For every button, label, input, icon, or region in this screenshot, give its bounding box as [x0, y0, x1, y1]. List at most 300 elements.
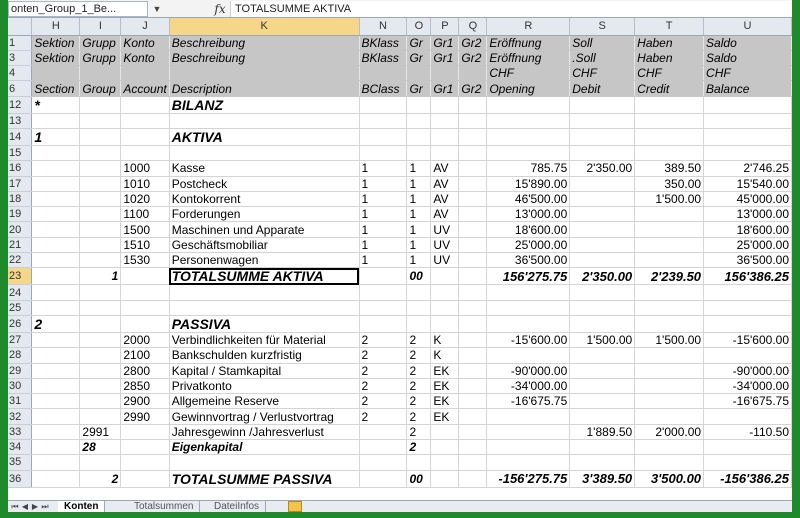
cell-p[interactable] [431, 145, 459, 160]
cell-q[interactable] [459, 96, 487, 113]
cell-j[interactable]: 2900 [121, 394, 169, 409]
cell-u[interactable] [704, 285, 792, 300]
cell-t[interactable] [635, 145, 704, 160]
cell-o[interactable]: 2 [407, 378, 431, 393]
row-header[interactable]: 15 [8, 145, 32, 160]
cell-j[interactable] [121, 96, 169, 113]
cell-n[interactable]: 1 [359, 161, 407, 176]
cell-p[interactable]: Gr1 [431, 50, 459, 65]
cell-h[interactable] [32, 378, 80, 393]
cell-h[interactable] [32, 222, 80, 237]
cell-q[interactable] [459, 300, 487, 315]
cell-u[interactable] [704, 409, 792, 424]
cell-r[interactable] [487, 455, 570, 470]
cell-r[interactable]: -15'600.00 [487, 332, 570, 347]
cell-u[interactable]: 156'386.25 [704, 268, 792, 285]
cell-p[interactable]: UV [431, 237, 459, 252]
column-header-k[interactable]: K [169, 18, 359, 35]
cell-i[interactable] [80, 348, 121, 363]
cell-r[interactable]: Opening [487, 81, 570, 96]
row-header[interactable]: 35 [8, 455, 32, 470]
row-header[interactable]: 17 [8, 176, 32, 191]
cell-j[interactable] [121, 440, 169, 455]
cell-i[interactable]: 2991 [80, 424, 121, 439]
cell-q[interactable] [459, 394, 487, 409]
row-header[interactable]: 34 [8, 440, 32, 455]
cell-o[interactable]: 00 [407, 268, 431, 285]
cell-h[interactable] [32, 161, 80, 176]
cell-s[interactable]: 1'889.50 [570, 424, 635, 439]
cell-q[interactable] [459, 455, 487, 470]
column-header-q[interactable]: Q [459, 18, 487, 35]
prev-sheet-icon[interactable]: ◀ [21, 502, 29, 511]
cell-r[interactable] [487, 285, 570, 300]
cell-r[interactable]: 36'500.00 [487, 253, 570, 268]
cell-j[interactable] [121, 455, 169, 470]
cell-u[interactable]: Saldo [704, 35, 792, 50]
cell-j[interactable]: Account [121, 81, 169, 96]
cell-u[interactable]: 36'500.00 [704, 253, 792, 268]
cell-t[interactable] [635, 113, 704, 128]
cell-s[interactable] [570, 300, 635, 315]
row-header[interactable]: 3 [8, 50, 32, 65]
cell-q[interactable] [459, 378, 487, 393]
cell-t[interactable] [635, 440, 704, 455]
cell-n[interactable] [359, 113, 407, 128]
cell-u[interactable]: 45'000.00 [704, 191, 792, 206]
cell-t[interactable] [635, 455, 704, 470]
cell-u[interactable]: -110.50 [704, 424, 792, 439]
cell-t[interactable] [635, 285, 704, 300]
cell-p[interactable] [431, 66, 459, 81]
cell-u[interactable]: -16'675.75 [704, 394, 792, 409]
cell-i[interactable] [80, 455, 121, 470]
last-sheet-icon[interactable]: ⏭ [41, 502, 49, 511]
cell-q[interactable]: Gr2 [459, 35, 487, 50]
cell-s[interactable] [570, 113, 635, 128]
cell-n[interactable]: 1 [359, 207, 407, 222]
cell-o[interactable]: Gr [407, 81, 431, 96]
cell-n[interactable]: 1 [359, 253, 407, 268]
cell-j[interactable] [121, 300, 169, 315]
cell-i[interactable] [80, 300, 121, 315]
cell-t[interactable] [635, 409, 704, 424]
cell-t[interactable]: CHF [635, 66, 704, 81]
cell-j[interactable]: Konto [121, 50, 169, 65]
cell-k[interactable]: Kapital / Stamkapital [169, 363, 359, 378]
cell-h[interactable] [32, 363, 80, 378]
row-header[interactable]: 21 [8, 237, 32, 252]
cell-p[interactable]: UV [431, 222, 459, 237]
cell-n[interactable] [359, 315, 407, 332]
cell-h[interactable]: 2 [32, 315, 80, 332]
column-header-p[interactable]: P [431, 18, 459, 35]
cell-r[interactable]: -156'275.75 [487, 470, 570, 487]
cell-p[interactable] [431, 300, 459, 315]
cell-s[interactable]: CHF [570, 66, 635, 81]
row-header[interactable]: 31 [8, 394, 32, 409]
cell-h[interactable]: * [32, 96, 80, 113]
row-header[interactable]: 1 [8, 35, 32, 50]
cell-i[interactable] [80, 207, 121, 222]
cell-j[interactable]: 1510 [121, 237, 169, 252]
cell-j[interactable]: 1010 [121, 176, 169, 191]
cell-s[interactable] [570, 394, 635, 409]
cell-j[interactable] [121, 145, 169, 160]
cell-i[interactable] [80, 113, 121, 128]
cell-q[interactable] [459, 440, 487, 455]
cell-u[interactable] [704, 96, 792, 113]
cell-n[interactable]: 2 [359, 378, 407, 393]
cell-o[interactable] [407, 455, 431, 470]
cell-t[interactable]: Haben [635, 35, 704, 50]
cell-t[interactable] [635, 207, 704, 222]
cell-i[interactable] [80, 176, 121, 191]
cell-o[interactable]: 2 [407, 348, 431, 363]
cell-p[interactable] [431, 424, 459, 439]
cell-k[interactable]: Beschreibung [169, 50, 359, 65]
row-header[interactable]: 12 [8, 96, 32, 113]
cell-r[interactable]: 46'500.00 [487, 191, 570, 206]
cell-i[interactable] [80, 363, 121, 378]
cell-t[interactable]: 1'500.00 [635, 332, 704, 347]
cell-u[interactable]: 2'746.25 [704, 161, 792, 176]
sheet-tab-konten[interactable]: Konten [58, 501, 105, 512]
cell-i[interactable] [80, 161, 121, 176]
cell-o[interactable]: Gr [407, 35, 431, 50]
cell-u[interactable]: 25'000.00 [704, 237, 792, 252]
cell-j[interactable]: 2990 [121, 409, 169, 424]
cell-j[interactable] [121, 66, 169, 81]
cell-s[interactable] [570, 207, 635, 222]
cell-k[interactable]: Maschinen und Apparate [169, 222, 359, 237]
cell-t[interactable]: 389.50 [635, 161, 704, 176]
cell-r[interactable] [487, 300, 570, 315]
cell-u[interactable]: 18'600.00 [704, 222, 792, 237]
cell-u[interactable] [704, 300, 792, 315]
cell-p[interactable]: EK [431, 394, 459, 409]
cell-s[interactable] [570, 176, 635, 191]
row-header[interactable]: 36 [8, 470, 32, 487]
cell-s[interactable] [570, 145, 635, 160]
cell-n[interactable] [359, 145, 407, 160]
cell-t[interactable] [635, 315, 704, 332]
cell-q[interactable] [459, 268, 487, 285]
cell-j[interactable] [121, 268, 169, 285]
cell-h[interactable] [32, 253, 80, 268]
cell-i[interactable]: Grupp [80, 50, 121, 65]
cell-k[interactable]: Privatkonto [169, 378, 359, 393]
cell-r[interactable]: 156'275.75 [487, 268, 570, 285]
cell-k[interactable] [169, 300, 359, 315]
cell-s[interactable]: 1'500.00 [570, 332, 635, 347]
cell-p[interactable]: K [431, 348, 459, 363]
cell-h[interactable] [32, 176, 80, 191]
cell-o[interactable]: 2 [407, 394, 431, 409]
column-header-r[interactable]: R [487, 18, 570, 35]
cell-n[interactable]: 1 [359, 237, 407, 252]
cell-j[interactable]: 2800 [121, 363, 169, 378]
cell-n[interactable] [359, 424, 407, 439]
cell-k[interactable] [169, 113, 359, 128]
row-header[interactable]: 4 [8, 66, 32, 81]
cell-n[interactable] [359, 300, 407, 315]
cell-n[interactable]: BKlass [359, 50, 407, 65]
row-header[interactable]: 25 [8, 300, 32, 315]
chevron-down-icon[interactable]: ▼ [152, 4, 162, 14]
cell-n[interactable] [359, 285, 407, 300]
cell-q[interactable] [459, 113, 487, 128]
cell-u[interactable]: -15'600.00 [704, 332, 792, 347]
cell-s[interactable] [570, 378, 635, 393]
column-header-j[interactable]: J [121, 18, 169, 35]
cell-o[interactable]: 00 [407, 470, 431, 487]
cell-o[interactable]: 1 [407, 176, 431, 191]
cell-t[interactable] [635, 300, 704, 315]
cell-h[interactable] [32, 285, 80, 300]
cell-t[interactable] [635, 237, 704, 252]
cell-n[interactable]: 1 [359, 222, 407, 237]
name-box[interactable]: onten_Group_1_Be... [8, 1, 148, 17]
cell-o[interactable] [407, 300, 431, 315]
row-header[interactable]: 22 [8, 253, 32, 268]
cell-h[interactable] [32, 348, 80, 363]
cell-j[interactable]: 1100 [121, 207, 169, 222]
cell-h[interactable]: Sektion [32, 50, 80, 65]
cell-u[interactable]: 13'000.00 [704, 207, 792, 222]
cell-j[interactable]: 1500 [121, 222, 169, 237]
cell-o[interactable]: 1 [407, 191, 431, 206]
select-all-corner[interactable] [8, 18, 32, 35]
cell-j[interactable]: 1000 [121, 161, 169, 176]
cell-k[interactable]: Verbindlichkeiten für Material [169, 332, 359, 347]
cell-t[interactable]: Haben [635, 50, 704, 65]
cell-r[interactable] [487, 113, 570, 128]
cell-j[interactable] [121, 128, 169, 145]
cell-i[interactable]: Grupp [80, 35, 121, 50]
cell-p[interactable] [431, 470, 459, 487]
cell-h[interactable] [32, 191, 80, 206]
cell-j[interactable]: 2850 [121, 378, 169, 393]
cell-s[interactable] [570, 315, 635, 332]
cell-i[interactable] [80, 253, 121, 268]
cell-k[interactable]: Geschäftsmobiliar [169, 237, 359, 252]
cell-k[interactable]: Eigenkapital [169, 440, 359, 455]
row-header[interactable]: 24 [8, 285, 32, 300]
cell-q[interactable] [459, 253, 487, 268]
row-header[interactable]: 19 [8, 207, 32, 222]
cell-p[interactable]: K [431, 332, 459, 347]
cell-u[interactable]: -90'000.00 [704, 363, 792, 378]
first-sheet-icon[interactable]: ⏮ [11, 502, 19, 511]
cell-n[interactable]: 2 [359, 394, 407, 409]
cell-j[interactable]: 2000 [121, 332, 169, 347]
cell-h[interactable] [32, 409, 80, 424]
cell-k[interactable]: TOTALSUMME AKTIVA [169, 268, 359, 285]
cell-s[interactable] [570, 128, 635, 145]
cell-h[interactable] [32, 268, 80, 285]
cell-r[interactable] [487, 409, 570, 424]
cell-q[interactable] [459, 424, 487, 439]
cell-n[interactable]: 1 [359, 191, 407, 206]
cell-q[interactable] [459, 145, 487, 160]
cell-n[interactable]: BClass [359, 81, 407, 96]
cell-p[interactable]: AV [431, 191, 459, 206]
cell-t[interactable]: 2'239.50 [635, 268, 704, 285]
row-header[interactable]: 30 [8, 378, 32, 393]
cell-n[interactable]: 2 [359, 332, 407, 347]
cell-p[interactable] [431, 315, 459, 332]
cell-k[interactable]: Kontokorrent [169, 191, 359, 206]
cell-h[interactable]: Section [32, 81, 80, 96]
cell-u[interactable] [704, 315, 792, 332]
sheet-tab-totalsummen[interactable]: Totalsummen [128, 501, 200, 512]
cell-q[interactable] [459, 285, 487, 300]
row-header[interactable]: 14 [8, 128, 32, 145]
cell-p[interactable]: EK [431, 363, 459, 378]
cell-h[interactable] [32, 332, 80, 347]
cell-o[interactable]: 2 [407, 424, 431, 439]
cell-r[interactable]: CHF [487, 66, 570, 81]
cell-r[interactable]: -34'000.00 [487, 378, 570, 393]
row-header[interactable]: 23 [8, 268, 32, 285]
cell-q[interactable] [459, 237, 487, 252]
cell-u[interactable] [704, 113, 792, 128]
cell-q[interactable] [459, 332, 487, 347]
cell-k[interactable] [169, 145, 359, 160]
cell-n[interactable] [359, 470, 407, 487]
cell-u[interactable] [704, 455, 792, 470]
cell-o[interactable]: 1 [407, 222, 431, 237]
cell-o[interactable]: Gr [407, 50, 431, 65]
cell-k[interactable]: Bankschulden kurzfristig [169, 348, 359, 363]
cell-t[interactable] [635, 222, 704, 237]
cell-i[interactable] [80, 128, 121, 145]
cell-r[interactable]: -16'675.75 [487, 394, 570, 409]
cell-r[interactable] [487, 348, 570, 363]
cell-q[interactable] [459, 363, 487, 378]
cell-o[interactable]: 1 [407, 207, 431, 222]
cell-t[interactable] [635, 253, 704, 268]
cell-i[interactable]: 1 [80, 268, 121, 285]
cell-q[interactable] [459, 222, 487, 237]
cell-h[interactable] [32, 145, 80, 160]
cell-p[interactable]: UV [431, 253, 459, 268]
cell-h[interactable] [32, 455, 80, 470]
cell-j[interactable]: 1530 [121, 253, 169, 268]
cell-p[interactable]: AV [431, 161, 459, 176]
cell-p[interactable] [431, 285, 459, 300]
cell-s[interactable] [570, 455, 635, 470]
column-header-u[interactable]: U [704, 18, 792, 35]
cell-n[interactable] [359, 440, 407, 455]
cell-q[interactable] [459, 66, 487, 81]
column-header-s[interactable]: S [570, 18, 635, 35]
cell-r[interactable] [487, 440, 570, 455]
row-header[interactable]: 13 [8, 113, 32, 128]
cell-o[interactable]: 2 [407, 440, 431, 455]
cell-j[interactable]: 1020 [121, 191, 169, 206]
cell-h[interactable] [32, 207, 80, 222]
cell-q[interactable] [459, 128, 487, 145]
row-header[interactable]: 32 [8, 409, 32, 424]
cell-j[interactable] [121, 315, 169, 332]
cell-i[interactable] [80, 237, 121, 252]
cell-j[interactable]: Konto [121, 35, 169, 50]
cell-s[interactable]: 2'350.00 [570, 161, 635, 176]
cell-n[interactable]: BKlass [359, 35, 407, 50]
cell-j[interactable] [121, 285, 169, 300]
cell-n[interactable] [359, 268, 407, 285]
cell-i[interactable] [80, 96, 121, 113]
cell-r[interactable]: Eröffnung [487, 50, 570, 65]
cell-s[interactable] [570, 253, 635, 268]
cell-k[interactable]: Forderungen [169, 207, 359, 222]
cell-k[interactable]: Beschreibung [169, 35, 359, 50]
cell-q[interactable] [459, 470, 487, 487]
cell-o[interactable] [407, 315, 431, 332]
cell-o[interactable]: 2 [407, 363, 431, 378]
cell-q[interactable] [459, 315, 487, 332]
cell-h[interactable] [32, 440, 80, 455]
cell-k[interactable]: Postcheck [169, 176, 359, 191]
function-icon[interactable]: fx [214, 2, 226, 16]
cell-s[interactable] [570, 348, 635, 363]
cell-j[interactable] [121, 113, 169, 128]
cell-o[interactable] [407, 66, 431, 81]
cell-n[interactable]: 2 [359, 363, 407, 378]
cell-h[interactable]: Sektion [32, 35, 80, 50]
column-header-t[interactable]: T [635, 18, 704, 35]
cell-r[interactable]: 13'000.00 [487, 207, 570, 222]
cell-r[interactable] [487, 96, 570, 113]
cell-r[interactable]: 18'600.00 [487, 222, 570, 237]
cell-u[interactable]: CHF [704, 66, 792, 81]
cell-r[interactable]: 15'890.00 [487, 176, 570, 191]
cell-r[interactable]: 25'000.00 [487, 237, 570, 252]
cell-k[interactable]: Kasse [169, 161, 359, 176]
cell-i[interactable] [80, 409, 121, 424]
cell-k[interactable] [169, 285, 359, 300]
cell-i[interactable] [80, 66, 121, 81]
cell-q[interactable] [459, 191, 487, 206]
cell-s[interactable] [570, 191, 635, 206]
sheet-tab-dateiinfos[interactable]: DateiInfos [208, 501, 266, 512]
cell-n[interactable]: 1 [359, 176, 407, 191]
cell-o[interactable]: 1 [407, 237, 431, 252]
cell-s[interactable]: Debit [570, 81, 635, 96]
cell-u[interactable] [704, 128, 792, 145]
cell-q[interactable] [459, 409, 487, 424]
cell-o[interactable] [407, 145, 431, 160]
cell-k[interactable]: Allgemeine Reserve [169, 394, 359, 409]
cell-t[interactable] [635, 394, 704, 409]
cell-r[interactable] [487, 145, 570, 160]
cell-s[interactable]: .Soll [570, 50, 635, 65]
cell-k[interactable] [169, 455, 359, 470]
cell-u[interactable]: 15'540.00 [704, 176, 792, 191]
cell-i[interactable] [80, 378, 121, 393]
cell-t[interactable]: 1'500.00 [635, 191, 704, 206]
cell-o[interactable]: 2 [407, 409, 431, 424]
row-header[interactable]: 27 [8, 332, 32, 347]
cell-k[interactable]: AKTIVA [169, 128, 359, 145]
cell-n[interactable] [359, 455, 407, 470]
cell-k[interactable]: Gewinnvortrag / Verlustvortrag [169, 409, 359, 424]
cell-j[interactable] [121, 424, 169, 439]
cell-i[interactable]: 2 [80, 470, 121, 487]
cell-s[interactable] [570, 96, 635, 113]
